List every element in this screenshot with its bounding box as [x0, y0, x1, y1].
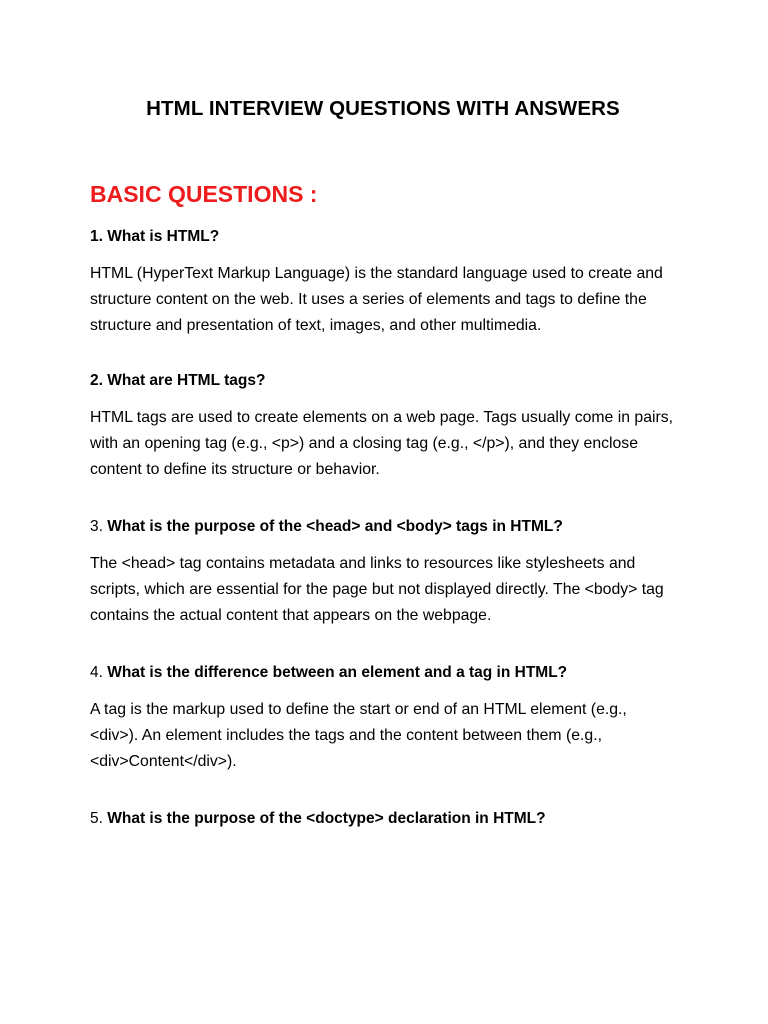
question-4-text: What is the difference between an element and a tag in HTML?	[107, 664, 568, 681]
question-2-heading	[90, 370, 676, 392]
question-block-5	[90, 808, 676, 830]
question-2-text: What are HTML tags?	[107, 372, 266, 389]
question-block-4	[90, 662, 676, 775]
section-heading-basic-questions: BASIC QUESTIONS :	[90, 181, 318, 207]
document-title: HTML INTERVIEW QUESTIONS WITH ANSWERS	[146, 97, 620, 120]
question-1-heading	[90, 226, 676, 248]
question-5-number: 5.	[90, 810, 103, 827]
question-block-3	[90, 516, 676, 629]
question-4-number: 4.	[90, 664, 103, 681]
question-block-1	[90, 226, 676, 339]
question-5-heading	[90, 808, 676, 830]
question-3-number: 3.	[90, 518, 103, 535]
question-1-text: What is HTML?	[107, 228, 220, 245]
answer-3: The <head> tag contains metadata and links to resources like stylesheets and scripts, which are essential for the page but not displayed directly. The <body> tag contains the actual content that appears on the webpage.	[90, 555, 664, 624]
question-5-text: What is the purpose of the <doctype> declaration in HTML?	[107, 810, 546, 827]
answer-1: HTML (HyperText Markup Language) is the standard language used to create and structure content on the web. It uses a series of elements and tags to define the structure and presentation of text, images, and other multimedia.	[90, 265, 663, 334]
answer-2: HTML tags are used to create elements on a web page. Tags usually come in pairs, with an opening tag (e.g., <p>) and a closing tag (e.g., </p>), and they enclose content to define its structure or behavior.	[90, 409, 674, 478]
question-4-heading	[90, 662, 676, 684]
question-1-number: 1.	[90, 228, 103, 245]
answer-4: A tag is the markup used to define the start or end of an HTML element (e.g., <div>). An element includes the tags and the content between them (e.g., <div>Content</div>).	[90, 701, 627, 770]
question-2-number: 2.	[90, 372, 103, 389]
question-block-2	[90, 370, 676, 483]
question-3-heading	[90, 516, 676, 538]
question-3-text: What is the purpose of the <head> and <body> tags in HTML?	[107, 518, 563, 535]
